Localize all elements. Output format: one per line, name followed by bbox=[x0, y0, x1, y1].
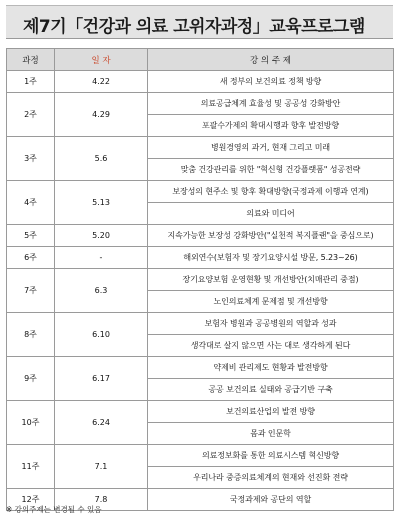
topic-cell: 장기요양보험 운영현황 및 개선방안(치매관리 중점) bbox=[148, 269, 394, 291]
date-cell: 7.8 bbox=[55, 489, 148, 511]
session-cell: 12주 bbox=[7, 489, 55, 511]
session-cell: 7주 bbox=[7, 269, 55, 313]
date-cell: 4.22 bbox=[55, 71, 148, 93]
table-row bbox=[7, 313, 394, 335]
topic-cell: 약제비 관리제도 현황과 발전방향 bbox=[148, 357, 394, 379]
table-row bbox=[7, 401, 394, 423]
table-row bbox=[7, 247, 394, 269]
session-cell: 9주 bbox=[7, 357, 55, 401]
topic-cell: 의료와 미디어 bbox=[148, 203, 394, 225]
topic-cell: 의료공급체계 효율성 및 공공성 강화방안 bbox=[148, 93, 394, 115]
header-session: 과정 bbox=[7, 49, 55, 71]
header-date: 일 자 bbox=[55, 49, 148, 71]
topic-cell: 국정과제와 공단의 역할 bbox=[148, 489, 394, 511]
topic-cell: 의료정보화를 통한 의료시스템 혁신방향 bbox=[148, 445, 394, 467]
date-cell: 5.13 bbox=[55, 181, 148, 225]
topic-cell: 보장성의 현주소 및 향후 확대방향(국정과제 이행과 연계) bbox=[148, 181, 394, 203]
table-row bbox=[7, 93, 394, 115]
date-cell: - bbox=[55, 247, 148, 269]
session-cell: 11주 bbox=[7, 445, 55, 489]
date-cell: 4.29 bbox=[55, 93, 148, 137]
topic-cell: 맞춤 건강관리를 위한 "혁신형 건강플랫폼" 성공전략 bbox=[148, 159, 394, 181]
date-cell: 5.20 bbox=[55, 225, 148, 247]
page-title: 제7기「건강과 의료 고위자과정」교육프로그램 bbox=[23, 17, 365, 37]
title-banner bbox=[6, 5, 393, 39]
topic-cell: 보험자 병원과 공공병원의 역할과 성과 bbox=[148, 313, 394, 335]
session-cell: 1주 bbox=[7, 71, 55, 93]
table-row bbox=[7, 269, 394, 291]
table-row bbox=[7, 137, 394, 159]
table-row bbox=[7, 445, 394, 467]
table-row bbox=[7, 357, 394, 379]
table-row bbox=[7, 225, 394, 247]
topic-cell: 공공 보건의료 실태와 공급기반 구축 bbox=[148, 379, 394, 401]
session-cell: 5주 bbox=[7, 225, 55, 247]
date-cell: 7.1 bbox=[55, 445, 148, 489]
topic-cell: 몸과 인문학 bbox=[148, 423, 394, 445]
session-cell: 4주 bbox=[7, 181, 55, 225]
date-cell: 6.10 bbox=[55, 313, 148, 357]
table-row bbox=[7, 181, 394, 203]
topic-cell: 보건의료산업의 발전 방향 bbox=[148, 401, 394, 423]
topic-cell: 노인의료체계 문제점 및 개선방향 bbox=[148, 291, 394, 313]
date-cell: 5.6 bbox=[55, 137, 148, 181]
topic-cell: 생각대로 살지 않으면 사는 대로 생각하게 된다 bbox=[148, 335, 394, 357]
footnote: ※ 강의주제는 변경될 수 있음 bbox=[6, 505, 102, 514]
topic-cell: 병원경영의 과거, 현재 그리고 미래 bbox=[148, 137, 394, 159]
session-cell: 10주 bbox=[7, 401, 55, 445]
topic-cell: 해외연수(보험자 및 장기요양시설 방문, 5.23~26) bbox=[148, 247, 394, 269]
date-cell: 6.3 bbox=[55, 269, 148, 313]
session-cell: 3주 bbox=[7, 137, 55, 181]
schedule-body bbox=[7, 71, 394, 511]
topic-cell: 지속가능한 보장성 강화방안("실천적 복지플랜"을 중심으로) bbox=[148, 225, 394, 247]
table-row bbox=[7, 71, 394, 93]
table-header-row bbox=[7, 49, 394, 71]
date-cell: 6.24 bbox=[55, 401, 148, 445]
topic-cell: 새 정부의 보건의료 정책 방향 bbox=[148, 71, 394, 93]
session-cell: 2주 bbox=[7, 93, 55, 137]
schedule-table bbox=[6, 48, 394, 511]
topic-cell: 포괄수가제의 확대시행과 향후 발전방향 bbox=[148, 115, 394, 137]
session-cell: 6주 bbox=[7, 247, 55, 269]
session-cell: 8주 bbox=[7, 313, 55, 357]
header-topic: 강 의 주 제 bbox=[148, 49, 394, 71]
date-cell: 6.17 bbox=[55, 357, 148, 401]
topic-cell: 우리나라 중증의료체계의 현재와 선진화 전략 bbox=[148, 467, 394, 489]
